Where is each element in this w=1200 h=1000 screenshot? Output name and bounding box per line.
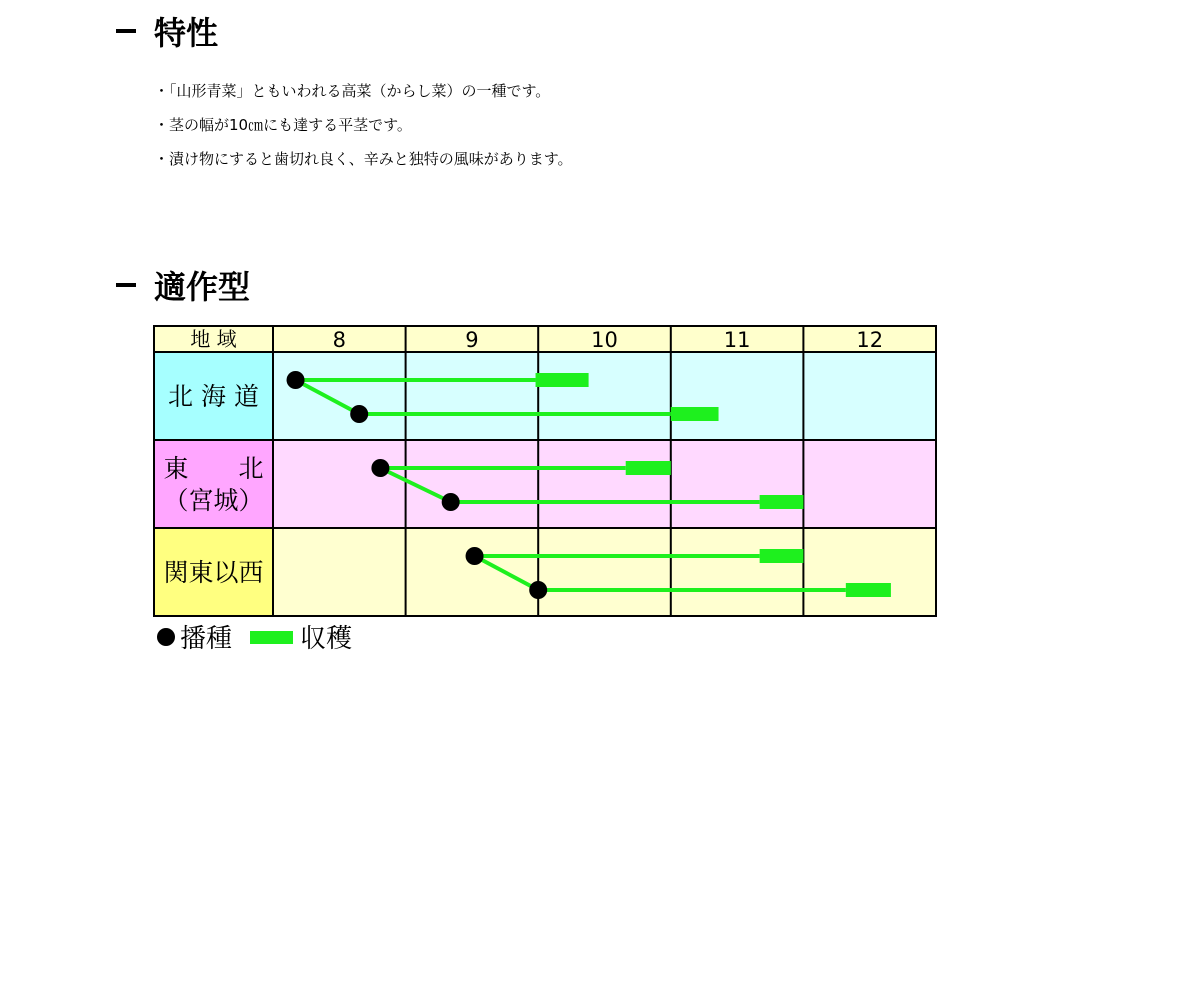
region-label: 東 北 bbox=[163, 454, 264, 483]
month-label: 11 bbox=[723, 328, 751, 352]
sowing-dot bbox=[442, 493, 460, 511]
region-label: （宮城） bbox=[163, 486, 264, 515]
month-label: 8 bbox=[332, 328, 346, 352]
harvest-bar bbox=[760, 549, 804, 563]
sowing-dot bbox=[529, 581, 547, 599]
feature-item: ・「山形青菜」ともいわれる高菜（からし菜）の一種です。 bbox=[154, 82, 551, 100]
month-label: 9 bbox=[465, 328, 479, 352]
header-row bbox=[154, 326, 936, 352]
legend-harvest-label: 収穫 bbox=[300, 624, 353, 654]
features-title: 特性 bbox=[154, 14, 219, 52]
harvest-bar bbox=[536, 373, 589, 387]
harvest-bar bbox=[671, 407, 719, 421]
legend-harvest-bar-icon bbox=[250, 631, 293, 644]
region-row bbox=[273, 352, 936, 440]
region-label: 関東以西 bbox=[163, 558, 264, 587]
feature-item: ・茎の幅が10㎝にも達する平茎です。 bbox=[154, 116, 412, 134]
month-label: 12 bbox=[856, 328, 884, 352]
header-region-label: 地 域 bbox=[190, 327, 237, 351]
legend-sow-label: 播種 bbox=[180, 624, 233, 654]
schedule-title: 適作型 bbox=[154, 268, 251, 306]
sowing-dot bbox=[466, 547, 484, 565]
region-row bbox=[273, 440, 936, 528]
sowing-dot bbox=[371, 459, 389, 477]
month-label: 10 bbox=[591, 328, 618, 352]
harvest-bar bbox=[626, 461, 671, 475]
sowing-dot bbox=[350, 405, 368, 423]
legend-sow-dot-icon bbox=[157, 628, 175, 646]
region-label: 北 海 道 bbox=[168, 382, 259, 411]
feature-item: ・漬け物にすると歯切れ良く、辛みと独特の風味があります。 bbox=[154, 150, 573, 168]
harvest-bar bbox=[846, 583, 891, 597]
region-row bbox=[273, 528, 936, 616]
harvest-bar bbox=[760, 495, 804, 509]
sowing-dot bbox=[287, 371, 305, 389]
